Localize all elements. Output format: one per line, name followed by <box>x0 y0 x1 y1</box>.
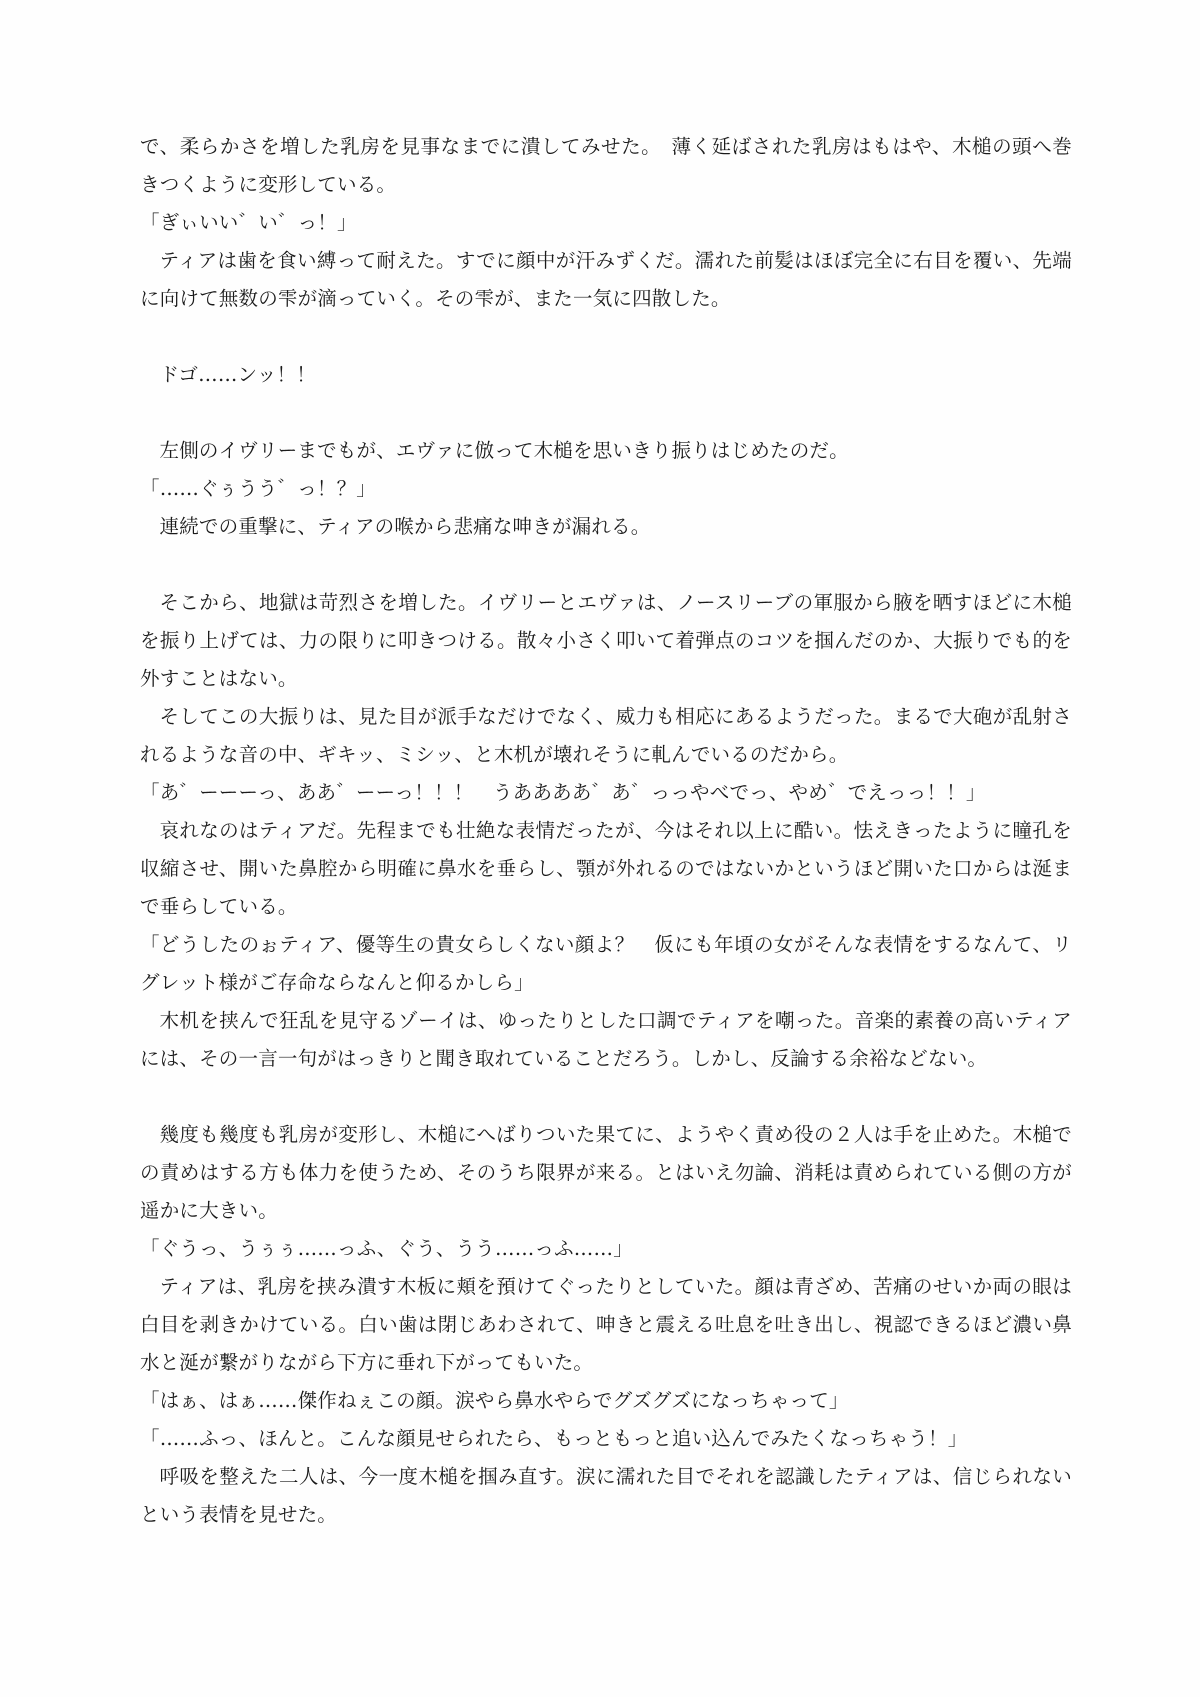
paragraph: そこから、地獄は苛烈さを増した。イヴリーとエヴァは、ノースリーブの軍服から腋を晒すほどに木槌を振り上げては、力の限りに叩きつける。散々小さく叩いて着弾点のコツを掴んだのか、大振りでも的を外すことはない。 <box>140 591 1072 690</box>
paragraph-spacer <box>140 1078 1072 1116</box>
sound-effect-line: ドゴ……ンッ！！ <box>159 363 316 386</box>
paragraph: 木机を挟んで狂乱を見守るゾーイは、ゆったりとした口調でティアを嘲った。音楽的素養の高いティアには、その一言一句がはっきりと聞き取れていることだろう。しかし、反論する余裕などない。 <box>140 1009 1072 1070</box>
dialogue-line: 「……ぐぅうう゛っ！？」 <box>140 477 377 500</box>
dialogue-line: 「ぎぃいい゛い゛っ！」 <box>140 211 357 234</box>
paragraph: ティアは歯を食い縛って耐えた。すでに顔中が汗みずくだ。濡れた前髪はほぼ完全に右目を覆い、先端に向けて無数の雫が滴っていく。その雫が、また一気に四散した。 <box>140 249 1072 310</box>
paragraph-spacer <box>140 394 1072 432</box>
paragraph: 哀れなのはティアだ。先程までも壮絶な表情だったが、今はそれ以上に酷い。怯えきったように瞳孔を収縮させ、開いた鼻腔から明確に鼻水を垂らし、顎が外れるのではないかというほど開いた口からは涎まで垂らしている。 <box>140 819 1073 918</box>
dialogue-line: 「はぁ、はぁ……傑作ねぇこの顔。涙やら鼻水やらでグズグズになっちゃって」 <box>140 1389 849 1412</box>
page-body <box>140 128 1072 1534</box>
paragraph: ティアは、乳房を挟み潰す木板に頬を預けてぐったりとしていた。顔は青ざめ、苦痛のせいか両の眼は白目を剥きかけている。白い歯は閉じあわされて、呻きと震える吐息を吐き出し、視認できるほど濃い鼻水と涎が繋がりながら下方に垂れ下がってもいた。 <box>140 1275 1072 1374</box>
paragraph-spacer <box>140 318 1072 356</box>
paragraph: 呼吸を整えた二人は、今一度木槌を掴み直す。涙に濡れた目でそれを認識したティアは、信じられないという表情を見せた。 <box>140 1465 1072 1526</box>
dialogue-line: 「あ゛ーーーっ、ああ゛ーーっ！！！ うああああ゛あ゛っっやべでっ、やめ゛でえっっ！！」 <box>140 781 986 804</box>
dialogue-line: 「どうしたのぉティア、優等生の貴女らしくない顔よ？ 仮にも年頃の女がそんな表情をするなんて、リグレット様がご存命ならなんと仰るかしら」 <box>140 933 1072 994</box>
paragraph: 左側のイヴリーまでもが、エヴァに倣って木槌を思いきり振りはじめたのだ。 <box>159 439 849 462</box>
dialogue-line: 「ぐうっ、うぅぅ……っふ、ぐう、うう……っふ……」 <box>140 1237 633 1260</box>
paragraph-spacer <box>140 546 1072 584</box>
paragraph: 幾度も幾度も乳房が変形し、木槌にへばりついた果てに、ようやく責め役の２人は手を止めた。木槌での責めはする方も体力を使うため、そのうち限界が来る。とはいえ勿論、消耗は責められている側の方が遥かに大きい。 <box>140 1123 1072 1222</box>
paragraph: そしてこの大振りは、見た目が派手なだけでなく、威力も相応にあるようだった。まるで大砲が乱射されるような音の中、ギキッ、ミシッ、と木机が壊れそうに軋んでいるのだから。 <box>140 705 1072 766</box>
paragraph: 連続での重撃に、ティアの喉から悲痛な呻きが漏れる。 <box>159 515 651 538</box>
paragraph: で、柔らかさを増した乳房を見事なまでに潰してみせた。 薄く延ばされた乳房はもはや、木槌の頭へ巻きつくように変形している。 <box>140 135 1072 196</box>
dialogue-line: 「……ふっ、ほんと。こんな顔見せられたら、もっともっと追い込んでみたくなっちゃう！」 <box>140 1427 968 1450</box>
